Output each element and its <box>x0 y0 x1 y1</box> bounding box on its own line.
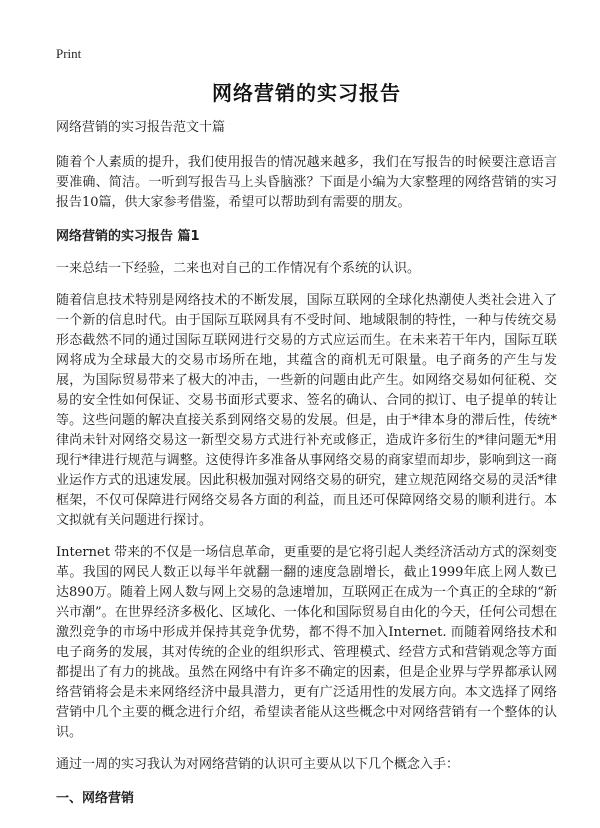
section-heading: 网络营销的实习报告 篇1 <box>56 229 200 244</box>
section-heading: 一、网络营销 <box>56 791 135 806</box>
document-subtitle: 网络营销的实习报告范文十篇 <box>56 120 226 135</box>
paragraph: 一来总结一下经验，二来也对自己的工作情况有个系统的认识。 <box>56 261 421 276</box>
print-link[interactable]: Print <box>56 46 82 61</box>
paragraph: 通过一周的实习我认为对网络营销的认识可主要从以下几个概念入手： <box>56 757 460 772</box>
paragraph: 随着信息技术特别是网络技术的不断发展，国际互联网的全球化热潮使人类社会进入了一个新的信息时代。由于国际互联网具有不受时间、地域限制的特性，一种与传统交易形态截然不同的通过国际互联网进行交易的方式应运而生。在未来若干年内，国际互联网将成为全球最大的交易市场所在地，其蕴含的商机无可限量。电子商务的产生与发展，为国际贸易带来了极大的冲击，一些新的问题由此产生。如网络交易如何征税、交易的安全性如何保证、交易书面形式要求、签名的确认、合同的拟订、电子提单的转让等。这些问题的解决直接关系到网络交易的发展。但是，由于*律本身的滞后性，传统*律尚未针对网络交易这一新型交易方式进行补充或修正，造成许多衍生的*律问题无*用现行*律进行规范与调整。这使得许多准备从事网络交易的商家望而却步，影响到这一商业运作方式的迅速发展。因此积极加强对网络交易的研究，建立规范网络交易的灵活*律框架，不仅可保障进行网络交易各方面的利益，而且还可保障网络交易的顺利进行。本文拟就有关问题进行探讨。 <box>56 293 557 528</box>
paragraph: Internet 带来的不仅是一场信息革命，更重要的是它将引起人类经济活动方式的深刻变革。我国的网民人数正以每半年就翻一翻的速度急剧增长，截止1999年底上网人数已达890万。随着上网人数与网上交易的急速增加，互联网正在成为一个真正的全球的“新兴市潮”。在世界经济多极化、区域化、一体化和国际贸易自由化的今天，任何公司想在激烈竞争的市场中形成并保持其竞争优势，都不得不加入Internet. 而随着网络技术和电子商务的发展，其对传统的企业的组织形式、管理模式、经营方式和营销观念等方面都提出了有力的挑战。虽然在网络中有许多不确定的因素，但是企业界与学界都承认网络营销将会是未来网络经济中最具潜力，更有广泛适用性的发展方向。本文选择了网络营销中几个主要的概念进行介绍，希望读者能从这些概念中对网络营销有一个整体的认识。 <box>56 545 557 740</box>
intro-paragraph: 随着个人素质的提升，我们使用报告的情况越来越多，我们在写报告的时候要注意语言要准确、简洁。一听到写报告马上头昏脑涨？下面是小编为大家整理的网络营销的实习报告10篇，供大家参考借鉴，希望可以帮助到有需要的朋友。 <box>56 155 557 210</box>
document-title: 网络营销的实习报告 <box>212 81 401 105</box>
